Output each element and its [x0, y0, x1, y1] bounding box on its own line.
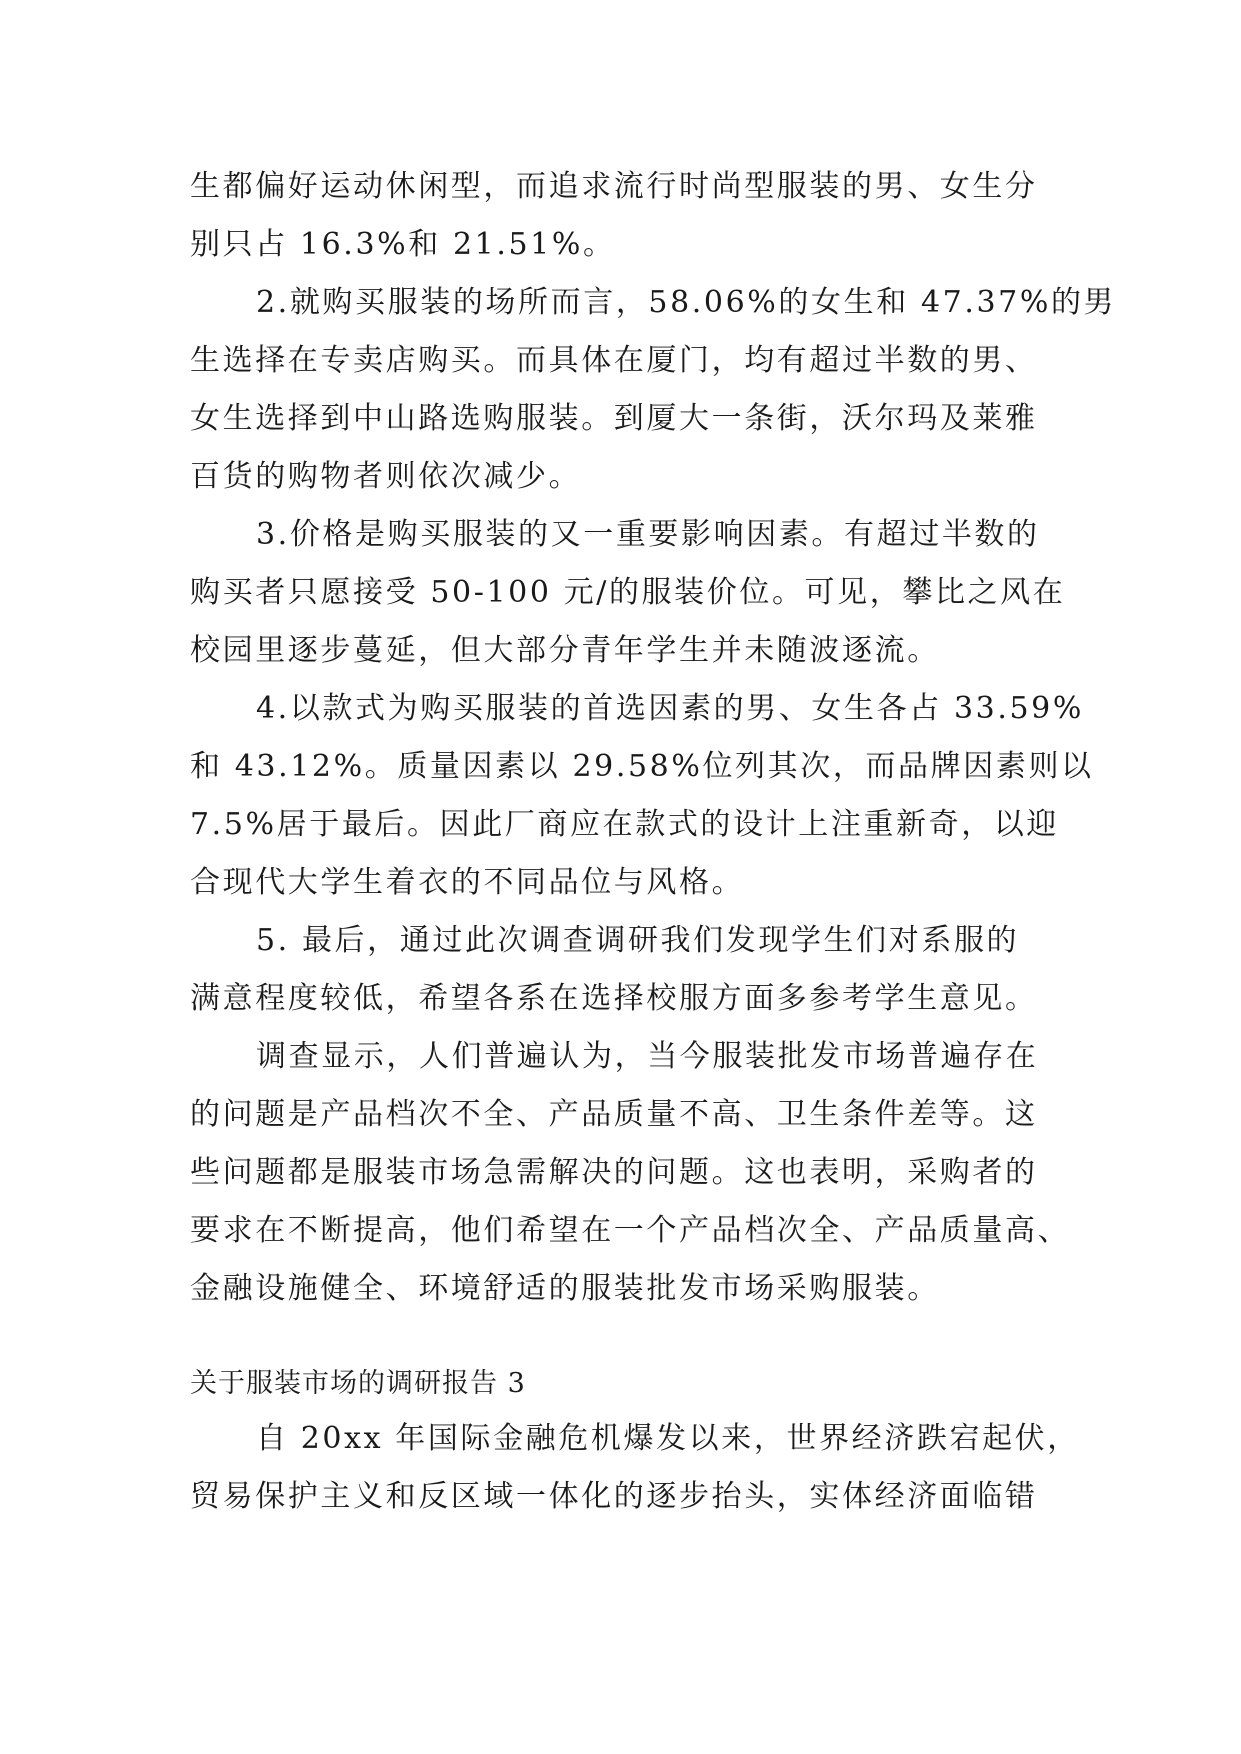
document-page — [190, 158, 1117, 1526]
text-line: 2.就购买服装的场所而言，58.06%的女生和 47.37%的男 — [256, 285, 1117, 320]
text-line: 金融设施健全、环境舒适的服装批发市场采购服装。 — [190, 1271, 940, 1306]
text-line: 的问题是产品档次不全、产品质量不高、卫生条件差等。这 — [190, 1097, 1038, 1132]
text-line: 调查显示，人们普遍认为，当今服装批发市场普遍存在 — [256, 1039, 1039, 1074]
text-line: 自 20xx 年国际金融危机爆发以来，世界经济跌宕起伏， — [256, 1421, 1080, 1456]
text-line: 百货的购物者则依次减少。 — [190, 459, 582, 494]
text-line: 购买者只愿接受 50-100 元/的服装价位。可见，攀比之风在 — [190, 575, 1066, 610]
text-line: 女生选择到中山路选购服装。到厦大一条街，沃尔玛及莱雅 — [190, 401, 1038, 436]
text-line: 要求在不断提高，他们希望在一个产品档次全、产品质量高、 — [190, 1213, 1071, 1248]
text-line: 合现代大学生着衣的不同品位与风格。 — [190, 865, 745, 900]
paragraph-clothing-style — [190, 158, 1070, 274]
text-line: 生选择在专卖店购买。而具体在厦门，均有超过半数的男、 — [190, 343, 1038, 378]
text-line: 校园里逐步蔓延，但大部分青年学生并未随波逐流。 — [190, 633, 940, 668]
text-line: 5. 最后，通过此次调查调研我们发现学生们对系服的 — [256, 923, 1020, 958]
text-line: 和 43.12%。质量因素以 29.58%位列其次，而品牌因素则以 — [190, 749, 1094, 784]
text-line: 满意程度较低，希望各系在选择校服方面多参考学生意见。 — [190, 981, 1038, 1016]
text-line: 生都偏好运动休闲型，而追求流行时尚型服装的男、女生分 — [190, 169, 1038, 204]
text-line: 4.以款式为购买服装的首选因素的男、女生各占 33.59% — [256, 691, 1084, 726]
paragraph-survey-results — [190, 1028, 1070, 1318]
paragraph-style-factor — [190, 680, 1094, 912]
text-line: 7.5%居于最后。因此厂商应在款式的设计上注重新奇，以迎 — [190, 807, 1060, 842]
text-line: 3.价格是购买服装的又一重要影响因素。有超过半数的 — [256, 517, 1040, 552]
paragraph-price — [190, 506, 1070, 680]
paragraph-financial-crisis — [190, 1410, 1080, 1526]
text-line: 别只占 16.3%和 21.51%。 — [190, 227, 616, 262]
section-heading: 关于服装市场的调研报告 3 — [190, 1368, 526, 1399]
paragraph-purchase-place — [190, 274, 1117, 506]
paragraph-uniform-satisfaction — [190, 912, 1070, 1028]
text-line: 些问题都是服装市场急需解决的问题。这也表明，采购者的 — [190, 1155, 1038, 1190]
text-line: 贸易保护主义和反区域一体化的逐步抬头，实体经济面临错 — [190, 1479, 1038, 1514]
